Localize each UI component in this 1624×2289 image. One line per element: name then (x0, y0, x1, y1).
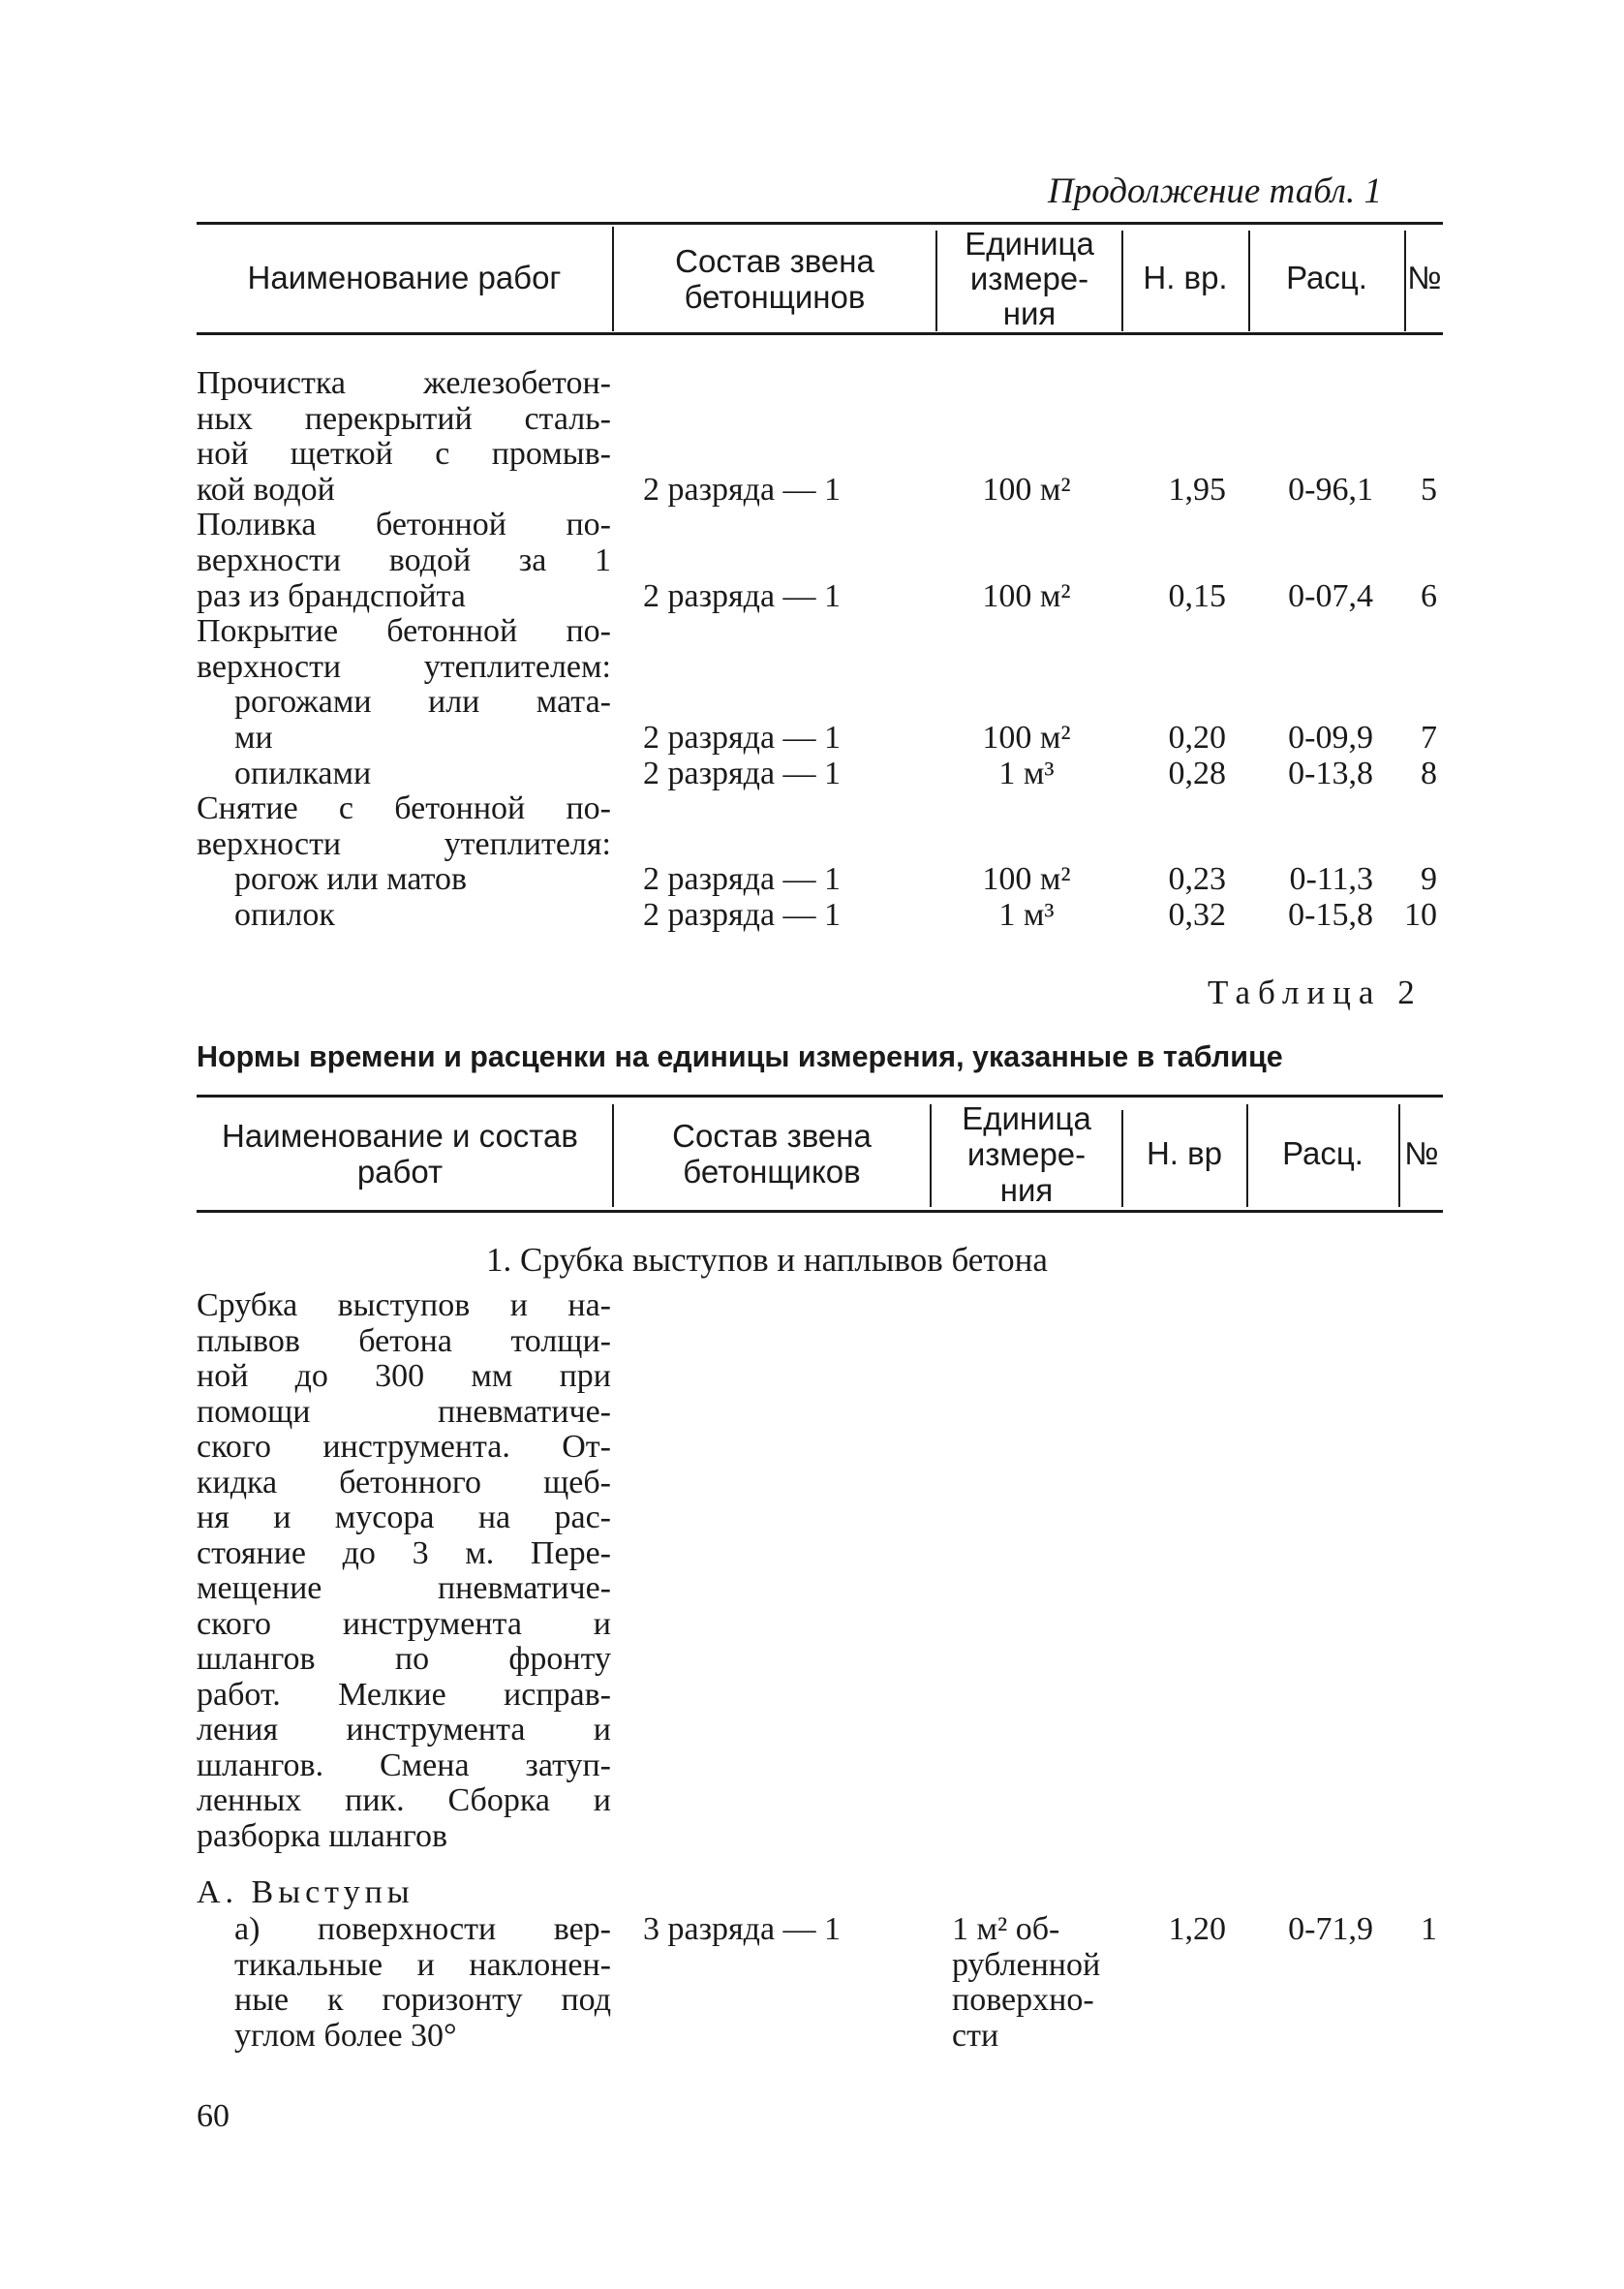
table1-row-crew: 2 разряда — 1 (643, 577, 842, 614)
description-line: Срубка выступов и на- (197, 1287, 611, 1323)
table1-row-name: ной щеткой с промыв- (197, 436, 611, 473)
header-line: ния (1002, 295, 1057, 331)
table2-divider (1246, 1104, 1248, 1207)
table1-row-unit: 1 м³ (998, 755, 1055, 791)
table1-row-rate: 0-96,1 (1288, 471, 1373, 508)
description-line: стояние до 3 м. Пере- (197, 1534, 611, 1571)
table2-row-name (234, 1912, 611, 2054)
table1-row-crew: 2 разряда — 1 (643, 471, 842, 508)
description-line: ня и мусора на рас- (197, 1500, 611, 1535)
table1-header-rate: Расц. (1286, 260, 1367, 295)
row-name-line: тикальные и наклонен- (234, 1946, 611, 1983)
table2-header-crew (616, 1118, 928, 1190)
description-line: мещение пневматиче- (197, 1570, 611, 1606)
header-line: работ (356, 1154, 444, 1190)
table2-header-name (191, 1118, 609, 1190)
table2-header-bottom-rule (197, 1210, 1443, 1213)
header-line: Единица (965, 226, 1094, 262)
table1-row-name: верхности водой за 1 (197, 542, 611, 578)
table2-top-rule (197, 1095, 1443, 1098)
table1-row-unit: 100 м² (982, 471, 1071, 508)
table2-title: Нормы времени и расценки на единицы измерения, указанные в таблице (197, 1040, 1283, 1073)
table1-row-name: Поливка бетонной по- (197, 507, 611, 543)
table2-row-time: 1,20 (1168, 1911, 1226, 1947)
description-line: ленных пик. Сборка и (197, 1782, 611, 1818)
table1-row-time: 1,95 (1168, 471, 1226, 508)
table1-row-no: 5 (1421, 471, 1437, 508)
row-unit-line: сти (952, 2017, 999, 2054)
table1-row-no: 10 (1404, 897, 1437, 933)
table1-row-name: раз из брандспойта (197, 577, 466, 614)
table2-header-unit (934, 1100, 1119, 1208)
table2-divider (930, 1104, 932, 1207)
table1-row-name: верхности утеплителем: (197, 648, 611, 685)
header-line: Единица (962, 1100, 1091, 1136)
table1-divider (1248, 231, 1250, 331)
table1-divider (612, 227, 614, 331)
table1-row-name: верхности утеплителя: (197, 825, 611, 862)
header-line: бетонщиков (683, 1154, 861, 1190)
table1-row-no: 6 (1421, 577, 1437, 614)
table1-row-name: опилок (234, 897, 335, 933)
table1-row-name: Снятие с бетонной по- (197, 790, 611, 827)
table2-row-crew: 3 разряда — 1 (643, 1911, 842, 1947)
table1-row-unit: 100 м² (982, 861, 1071, 898)
table1-header-unit (939, 227, 1119, 331)
description-line: ского инструмента. От- (197, 1429, 611, 1465)
table1-header-crew (616, 243, 934, 315)
table1-row-crew: 2 разряда — 1 (643, 897, 842, 933)
table1-header-no: № (1407, 260, 1442, 295)
description-line: помощи пневматиче- (197, 1393, 611, 1430)
table2-divider (612, 1104, 614, 1207)
row-name-line: а) поверхности вер- (234, 1911, 611, 1947)
description-line: шлангов по фронту (197, 1641, 611, 1677)
table1-row-time: 0,20 (1168, 720, 1226, 756)
description-line: разборка шлангов (197, 1817, 448, 1854)
header-line: измере- (969, 261, 1089, 296)
table1-row-name: кой водой (197, 471, 335, 508)
table1-divider (1121, 231, 1123, 331)
table2-row-unit (952, 1912, 1100, 2054)
description-line: ского инструмента и (197, 1605, 611, 1642)
table1-row-unit: 100 м² (982, 720, 1071, 756)
table2-section-title: 1. Срубка выступов и наплывов бетона (486, 1241, 1048, 1279)
table1-row-name: Покрытие бетонной по- (197, 613, 611, 650)
row-unit-line: поверхно- (952, 1982, 1094, 2018)
table2-row-no: 1 (1421, 1911, 1437, 1947)
table2-header-no: № (1404, 1135, 1439, 1171)
header-line: Наименование и состав (222, 1118, 578, 1154)
table1-row-name: Прочистка железобетон- (197, 365, 611, 401)
description-line: ной до 300 мм при (197, 1358, 611, 1394)
table2-row-rate: 0-71,9 (1288, 1911, 1373, 1947)
header-line: измере- (966, 1136, 1087, 1172)
page-number: 60 (197, 2098, 230, 2134)
table1-divider (935, 231, 937, 331)
description-line: работ. Мелкие исправ- (197, 1676, 611, 1713)
row-name-line: углом более 30° (234, 2017, 457, 2054)
table1-row-name: рогож или матов (234, 861, 468, 898)
table1-row-rate: 0-11,3 (1289, 861, 1373, 898)
table1-row-name: опилками (234, 755, 372, 791)
row-name-line: ные к горизонту под (234, 1982, 611, 2018)
table1-row-crew: 2 разряда — 1 (643, 720, 842, 756)
table2-subsection: А. Выступы (197, 1874, 414, 1910)
table1-row-crew: 2 разряда — 1 (643, 755, 842, 791)
table1-row-rate: 0-13,8 (1288, 755, 1373, 791)
table1-row-unit: 1 м³ (998, 897, 1055, 933)
table1-row-rate: 0-15,8 (1288, 897, 1373, 933)
table1-row-unit: 100 м² (982, 577, 1071, 614)
description-line: шлангов. Смена затуп- (197, 1747, 611, 1783)
table1-row-no: 8 (1421, 755, 1437, 791)
row-unit-line: рубленной (952, 1946, 1101, 1983)
table1-header-name: Наименование рабог (247, 260, 562, 295)
table1-top-rule (197, 222, 1443, 225)
table1-row-crew: 2 разряда — 1 (643, 861, 842, 898)
table2-header-rate: Расц. (1282, 1135, 1364, 1171)
header-line: Состав звена (672, 1118, 872, 1154)
table1-row-time: 0,15 (1168, 577, 1226, 614)
table1-row-name: ных перекрытий сталь- (197, 400, 611, 437)
table2-divider (1121, 1110, 1123, 1207)
table1-row-time: 0,23 (1168, 861, 1226, 898)
row-unit-line: 1 м² об- (952, 1911, 1060, 1947)
description-line: ления инструмента и (197, 1712, 611, 1748)
table2-description (197, 1288, 611, 1854)
header-line: ния (999, 1172, 1054, 1208)
table2-label: Таблица 2 (1208, 974, 1423, 1011)
table1-row-no: 7 (1421, 720, 1437, 756)
table1-row-no: 9 (1421, 861, 1437, 898)
table2-header-time: Н. вр (1146, 1135, 1223, 1171)
table1-row-time: 0,32 (1168, 897, 1226, 933)
table1-row-time: 0,28 (1168, 755, 1226, 791)
table1-header-bottom-rule (197, 332, 1443, 335)
table1-row-name: рогожами или мата- (234, 684, 611, 721)
table1-row-rate: 0-07,4 (1288, 577, 1373, 614)
table1-row-rate: 0-09,9 (1288, 720, 1373, 756)
table1-row-name: ми (234, 720, 273, 756)
description-line: плывов бетона толщи- (197, 1322, 611, 1359)
header-line: Состав звена (675, 243, 874, 279)
table1-header-time: Н. вр. (1143, 260, 1228, 295)
description-line: кидка бетонного щеб- (197, 1464, 611, 1500)
header-line: бетонщинов (684, 279, 866, 315)
continuation-label: Продолжение табл. 1 (1048, 171, 1383, 211)
